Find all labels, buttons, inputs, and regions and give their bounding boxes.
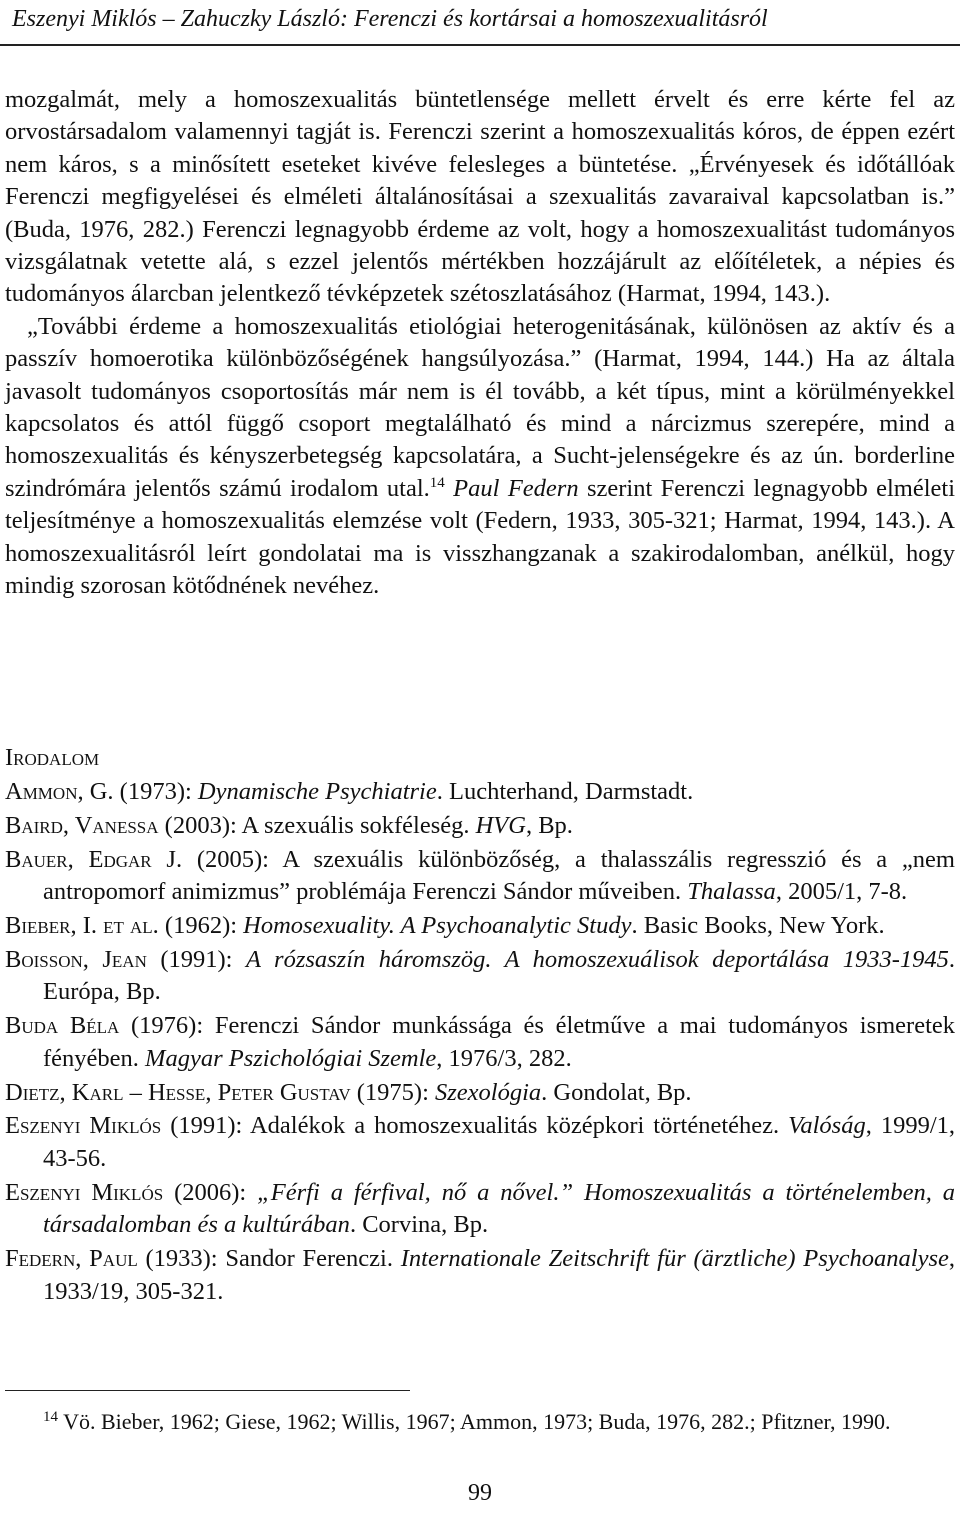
reference-title: Valóság — [788, 1112, 866, 1140]
footnote-ref-14[interactable]: 14 — [429, 474, 445, 491]
reference-author: Bauer, Edgar J. — [5, 845, 183, 873]
reference-text: (1962): — [158, 912, 244, 940]
reference-item — [5, 1077, 955, 1109]
reference-text: . Corvina, Bp. — [349, 1211, 489, 1239]
reference-title: Szexológia — [435, 1078, 542, 1106]
body-text — [5, 84, 955, 603]
reference-text: , 1976/3, 282. — [436, 1044, 572, 1072]
references-section — [5, 742, 955, 1308]
reference-text: , 2005/1, 7-8. — [775, 878, 908, 906]
page-number: 99 — [468, 1480, 492, 1506]
reference-text: (1976): Ferenczi Sándor munkássága és életműve a mai tudományos ismeretek fényében. — [43, 1012, 955, 1072]
reference-text: . Európa, Bp. — [43, 945, 956, 1006]
paragraph-2-text-a: „További érdeme a homoszexualitás etiológiai heterogenitásának, különösen az aktív és a passzív homoerotika különbözőségének hangsúlyozása.” (Harmat, 1994, 144.) Ha az általa javasolt tudományos csoportosítás már nem is él tovább, a két típus, mint a körülményekkel kapcsolatos és attól függő csoport megtalálható és mind a nárcizmus szerepére, mind a homoszexualitás és kényszerbetegség kapcsolatára, a Sucht-jelenségekre és az ún. borderline szindrómára jelentős számú irodalom utal. — [5, 312, 955, 502]
reference-author: Bieber, I. et al. — [5, 912, 159, 940]
author-name-federn: Paul Federn — [453, 474, 579, 502]
reference-author: Eszenyi Miklós — [5, 1112, 162, 1140]
footnote-number: 14 — [43, 1409, 58, 1425]
reference-text: , Bp. — [525, 811, 573, 839]
reference-list — [5, 776, 955, 1308]
paragraph-2 — [5, 311, 955, 603]
reference-text: (2006): — [163, 1178, 258, 1206]
paragraph-1: mozgalmát, mely a homoszexualitás büntetlensége mellett érvelt és erre kérte fel az orvostársadalom valamennyi tagját is. Ferenczi szerint a homoszexualitás kóros, de éppen ezért nem káros, s a minősített eseteket kivéve felesleges a büntetése. „Érvényesek és időtállóak Ferenczi megfigyelései és elméleti általánosításai a szexualitás zavaraival kapcsolatban is.” (Buda, 1976, 282.) Ferenczi legnagyobb érdeme az volt, hogy a homoszexualitást tudományos vizsgálatnak vetette alá, s ezzel jelentős mértékben hozzájárult az előítéletek, a népies és tudományos álarcban jelentkező tévképzetek szétoszlatásához (Harmat, 1994, 143.). — [5, 86, 955, 308]
reference-item — [5, 910, 955, 942]
reference-text: (1975): — [350, 1078, 435, 1106]
reference-title: Magyar Pszichológiai Szemle — [145, 1044, 437, 1072]
reference-text: , 1933/19, 305-321. — [43, 1245, 955, 1305]
reference-author: Ammon, G. — [5, 777, 114, 805]
reference-text: , 1999/1, 43-56. — [43, 1112, 955, 1172]
running-head: Eszenyi Miklós – Zahuczky László: Ferenczi és kortársai a homoszexualitásról — [12, 6, 768, 32]
reference-item — [5, 1243, 955, 1308]
reference-author: Baird, Vanessa — [5, 811, 159, 839]
reference-text: (2005): A szexuális különbözőség, a thalasszális regresszió és a „nem antropomorf animizmus” problémája Ferenczi Sándor műveiben. — [43, 845, 955, 906]
reference-author: Buda Béla — [5, 1012, 120, 1040]
reference-title: Thalassa — [687, 878, 776, 906]
footnote-rule — [5, 1390, 410, 1391]
reference-item — [5, 810, 955, 842]
reference-text: (1991): — [146, 945, 246, 973]
reference-title: Internationale Zeitschrift für (ärztliche) Psychoanalyse — [400, 1245, 949, 1273]
reference-item — [5, 1177, 955, 1242]
reference-text: . Basic Books, New York. — [631, 912, 885, 940]
reference-author: Dietz, Karl – Hesse, Peter Gustav — [5, 1078, 351, 1106]
reference-title: „Férfi a férfival, nő a nővel.” Homoszexualitás a történelemben, a társadalomban és a kultúrában — [43, 1178, 955, 1239]
reference-item — [5, 776, 955, 808]
reference-text: (2003): A szexuális sokféleség. — [158, 811, 476, 839]
paragraph-2-text-b: szerint Ferenczi legnagyobb elméleti teljesítménye a homoszexualitás elemzése volt (Federn, 1933, 305-321; Harmat, 1994, 143.). A homoszexualitásról leírt gondolatai ma is visszhangzanak a szakirodalomban, anélkül, hogy mindig szorosan kötődnének nevéhez. — [5, 474, 955, 600]
reference-text: . Luchterhand, Darmstadt. — [436, 777, 694, 805]
reference-title: HVG — [475, 811, 526, 839]
reference-item — [5, 1110, 955, 1175]
footnote — [5, 1407, 955, 1437]
reference-author: Federn, Paul — [5, 1245, 138, 1273]
reference-text: . Gondolat, Bp. — [541, 1078, 692, 1106]
reference-text: (1991): Adalékok a homoszexualitás középkori történetéhez. — [161, 1112, 789, 1140]
references-heading: Irodalom — [5, 744, 100, 771]
reference-item — [5, 944, 955, 1009]
reference-item — [5, 844, 955, 909]
reference-text: (1933): Sandor Ferenczi. — [137, 1245, 401, 1273]
reference-title: A rózsaszín háromszög. A homoszexuálisok deportálása 1933-1945 — [246, 945, 949, 973]
footnote-text: Vö. Bieber, 1962; Giese, 1962; Willis, 1967; Ammon, 1973; Buda, 1976, 282.; Pfitzner, 1990. — [58, 1409, 891, 1434]
reference-author: Eszenyi Miklós — [5, 1178, 164, 1206]
reference-author: Boisson, Jean — [5, 945, 147, 973]
reference-text: (1973): — [113, 777, 198, 805]
reference-title: Dynamische Psychiatrie — [197, 777, 437, 805]
reference-item — [5, 1010, 955, 1075]
reference-title: Homosexuality. A Psychoanalytic Study — [243, 912, 632, 940]
header-rule — [0, 44, 960, 46]
